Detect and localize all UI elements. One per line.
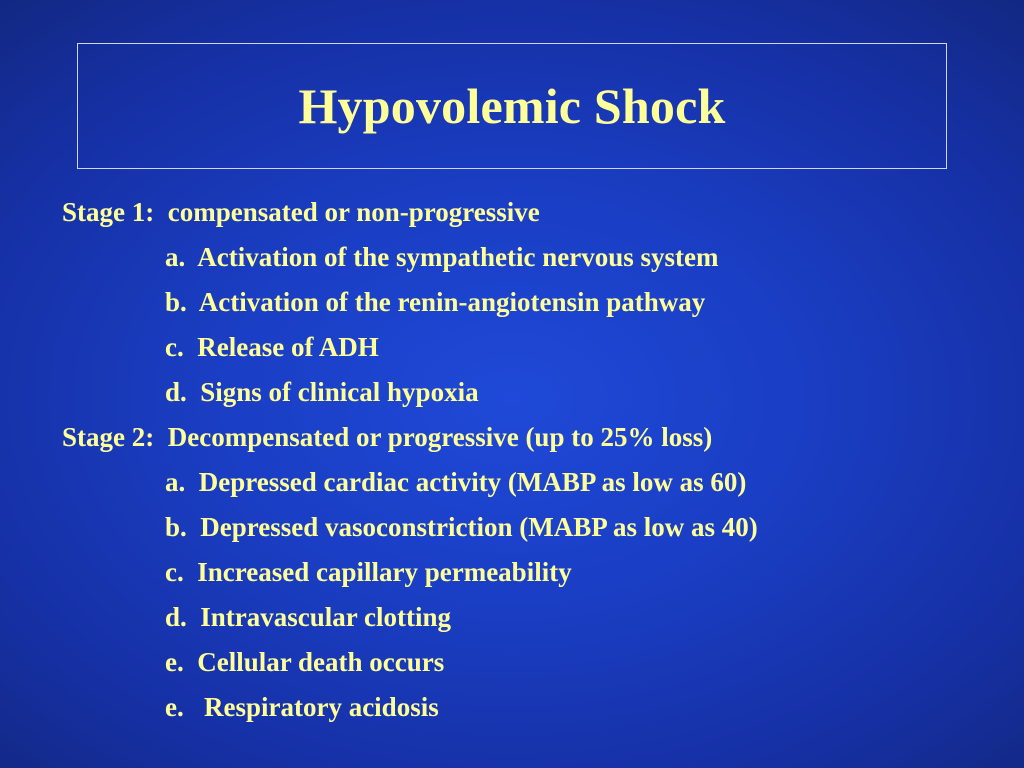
stage-2-item-a: a. Depressed cardiac activity (MABP as low as 60) xyxy=(165,467,747,497)
stage-1-heading: Stage 1: compensated or non-progressive xyxy=(62,197,540,227)
stage-1-item-a: a. Activation of the sympathetic nervous system xyxy=(165,242,719,272)
stage-1-item-d: d. Signs of clinical hypoxia xyxy=(165,377,479,407)
stage-2-item-e: e. Cellular death occurs xyxy=(165,647,445,677)
title-box xyxy=(77,43,947,169)
slide-title: Hypovolemic Shock xyxy=(298,78,726,134)
slide-content xyxy=(62,190,1002,730)
stage-2-item-e-2: e. Respiratory acidosis xyxy=(165,692,439,722)
stage-1-item-b: b. Activation of the renin-angiotensin pathway xyxy=(165,287,706,317)
stage-1-item-c: c. Release of ADH xyxy=(165,332,379,362)
stage-2-item-c: c. Increased capillary permeability xyxy=(165,557,572,587)
stage-2-item-d: d. Intravascular clotting xyxy=(165,602,452,632)
stage-2-item-b: b. Depressed vasoconstriction (MABP as low as 40) xyxy=(165,512,758,542)
stage-2-heading: Stage 2: Decompensated or progressive (up to 25% loss) xyxy=(62,422,713,452)
